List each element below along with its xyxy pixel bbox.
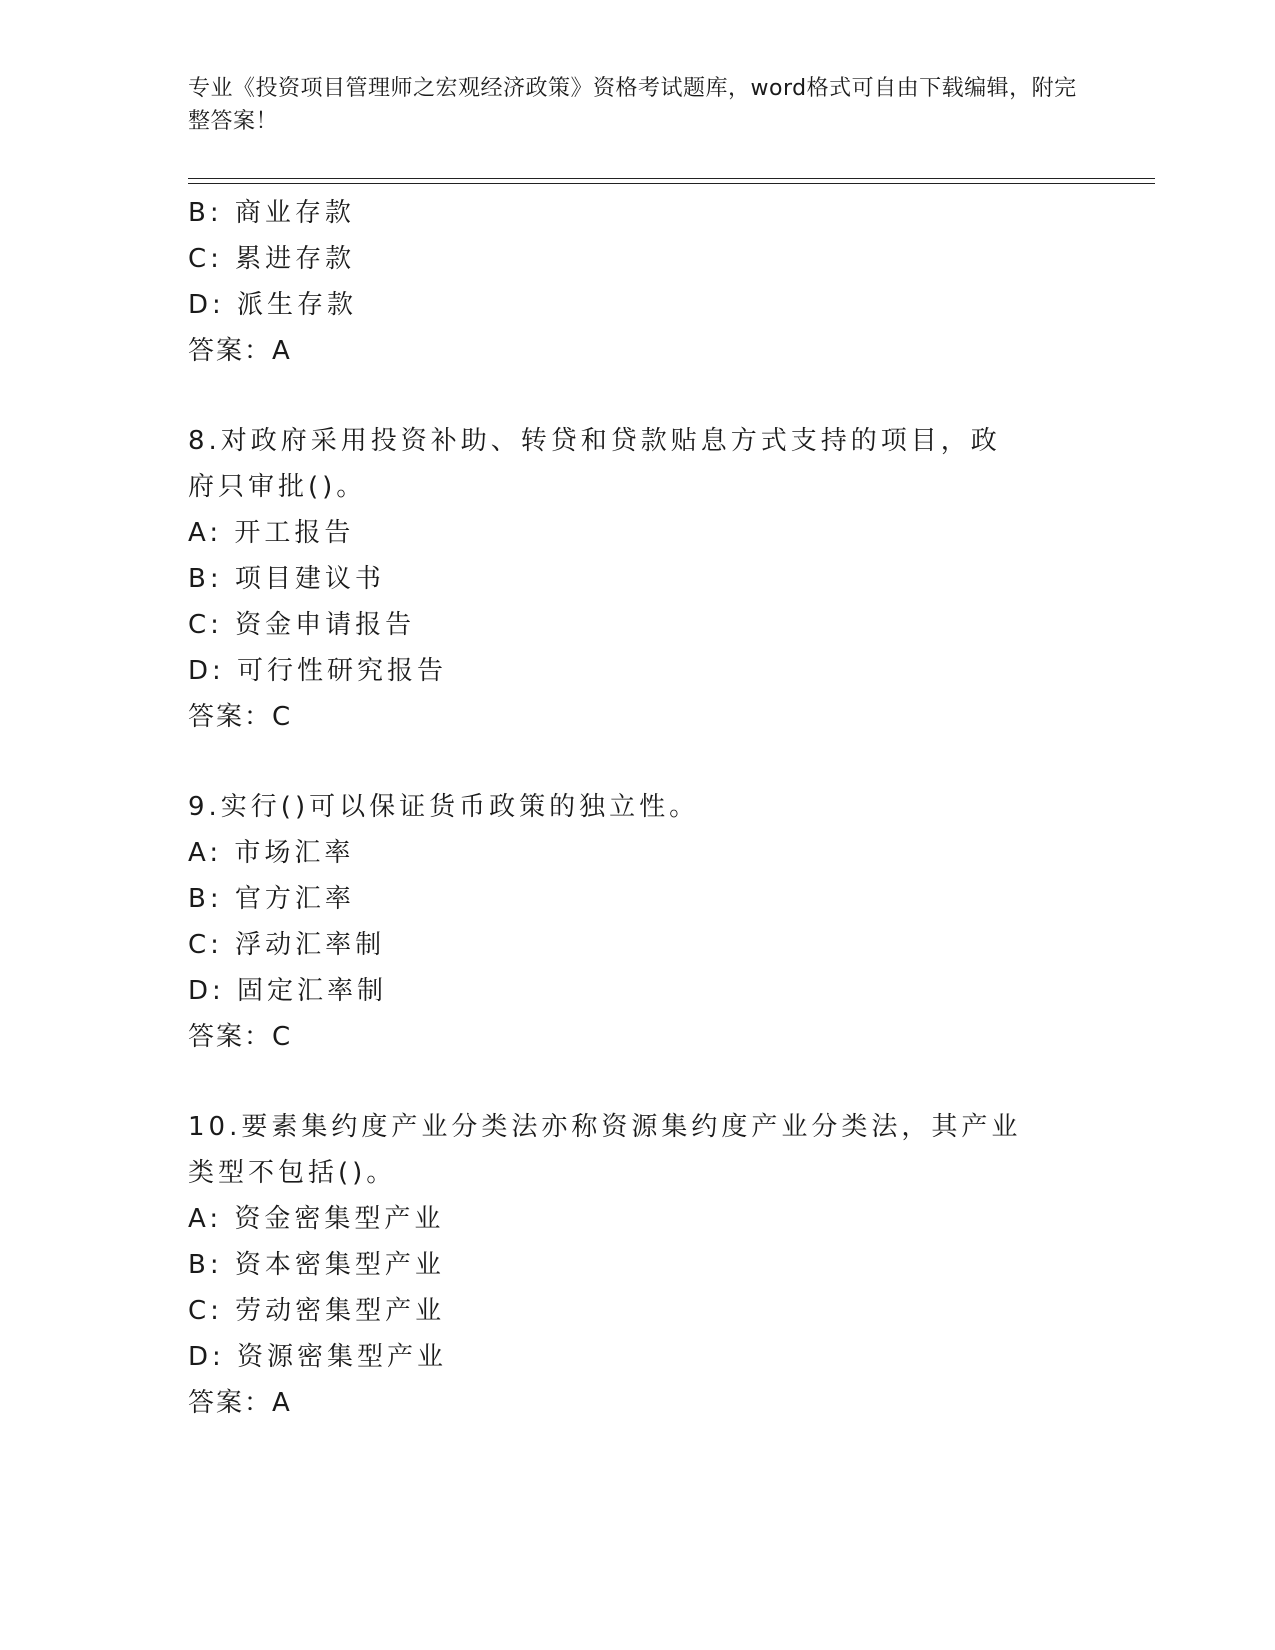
option-d: D: 固定汇率制 — [188, 976, 388, 1006]
option-d: D: 资源密集型产业 — [188, 1342, 448, 1372]
answer-line: 答案：C — [188, 1022, 293, 1052]
option-c: C: 资金申请报告 — [188, 610, 416, 640]
question-10 — [188, 1104, 1108, 1426]
question-8 — [188, 418, 1108, 740]
option-b: B: 资本密集型产业 — [188, 1250, 445, 1280]
question-text: 10.要素集约度产业分类法亦称资源集约度产业分类法，其产业类型不包括()。 — [188, 1112, 1022, 1188]
question-text: 9.实行()可以保证货币政策的独立性。 — [188, 792, 700, 822]
header-divider — [188, 178, 1155, 184]
option-a: A: 市场汇率 — [188, 838, 355, 868]
previous-question-tail — [188, 190, 1108, 374]
answer-line: 答案：A — [188, 1388, 292, 1418]
option-c: C: 累进存款 — [188, 244, 356, 274]
question-text: 8.对政府采用投资补助、转贷和贷款贴息方式支持的项目，政府只审批()。 — [188, 426, 1001, 502]
option-d: D: 派生存款 — [188, 290, 358, 320]
option-c: C: 劳动密集型产业 — [188, 1296, 446, 1326]
question-list — [188, 190, 1108, 1426]
option-b: B: 商业存款 — [188, 198, 355, 228]
option-b: B: 官方汇率 — [188, 884, 355, 914]
option-c: C: 浮动汇率制 — [188, 930, 386, 960]
option-a: A: 资金密集型产业 — [188, 1204, 445, 1234]
answer-line: 答案：A — [188, 336, 292, 366]
question-9 — [188, 784, 1108, 1060]
option-d: D: 可行性研究报告 — [188, 656, 448, 686]
option-a: A: 开工报告 — [188, 518, 355, 548]
answer-line: 答案：C — [188, 702, 293, 732]
option-b: B: 项目建议书 — [188, 564, 385, 594]
document-header: 专业《投资项目管理师之宏观经济政策》资格考试题库，word格式可自由下载编辑，附完整答案！ — [188, 76, 1077, 134]
